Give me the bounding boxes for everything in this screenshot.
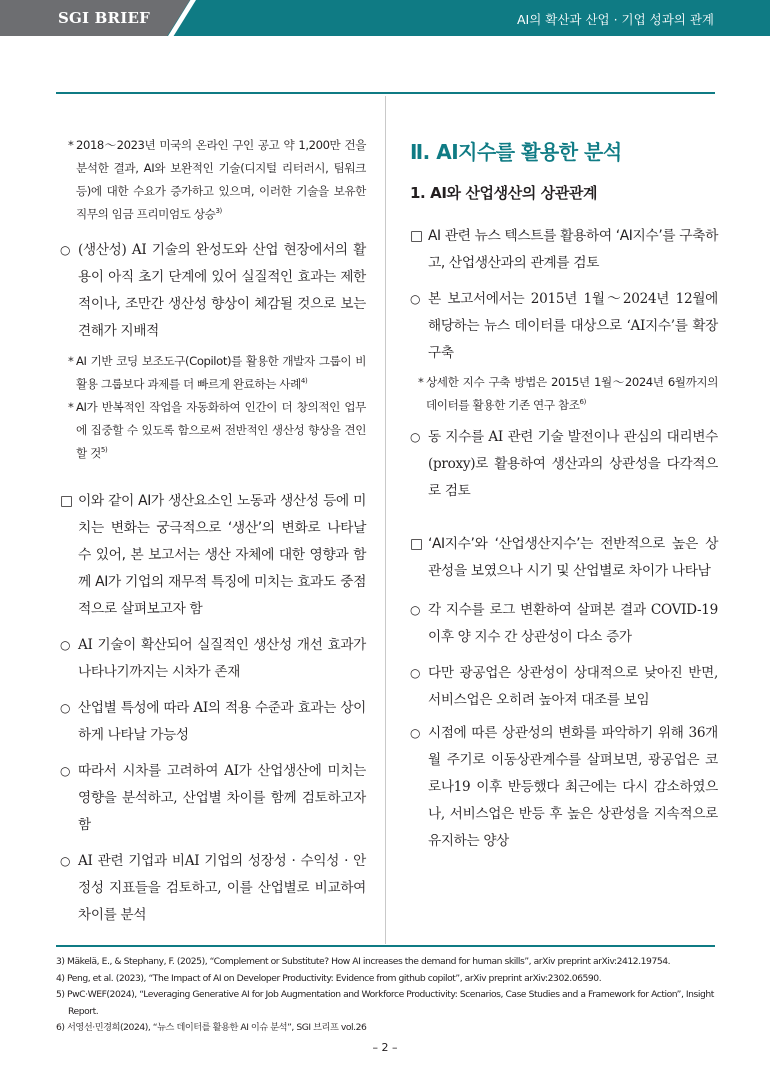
bullet-proxy-variable: ○ 동 지수를 AI 관련 기술 발전이나 관심의 대리변수(proxy)로 활용하여 생산과의 상관성을 다각적으로 검토 [410, 429, 718, 499]
footnote-6: 6) 서영선·민경희(2024), “뉴스 데이터를 활용한 AI 이슈 분석”, SGI 브리프 vol.26 [56, 1022, 367, 1033]
bullet-log-transform: ○ 각 지수를 로그 변환하여 살펴본 결과 COVID-19 이후 양 지수 간 상관성이 다소 증가 [410, 602, 718, 645]
top-rule [56, 92, 715, 94]
left-column [60, 134, 366, 929]
footnote-5: 5) PwC·WEF(2024), “Leveraging Generative AI for Job Augmentation and Workforce Productivity: Scenarios, Case Studies and a Framework for Action”, Insight Report. [56, 989, 714, 1017]
footnote-rule [56, 945, 715, 947]
footnote-3: 3) Mäkelä, E., & Stephany, F. (2025), “Complement or Substitute? How AI increases the demand for human skills”, arXiv preprint arXiv:2412.19754. [56, 956, 671, 967]
box-ai-index: □ AI 관련 뉴스 텍스트를 활용하여 ‘AI지수’를 구축하고, 산업생산과의 관계를 검토 [410, 228, 718, 271]
footnote-4: 4) Peng, et al. (2023), “The Impact of AI on Developer Productivity: Evidence from github copilot”, arXiv preprint arXiv:2302.06590. [56, 972, 602, 984]
subsection-title: 1. AI와 산업생산의 상관관계 [410, 184, 598, 202]
box-correlation: □ ‘AI지수’와 ‘산업생산지수’는 전반적으로 높은 상관성을 보였으나 시기 및 산업별로 차이가 나타남 [410, 536, 718, 579]
note-online-job-postings: * 2018～2023년 미국의 온라인 구인 공고 약 1,200만 건을 분석한 결과, AI와 보완적인 기술(디지털 리터러시, 팀워크 등)에 대한 수요가 증가하고 있으며, 이러한 기술을 보유한 직무의 임금 프리미엄도 상승$^{3)}$ [68, 138, 366, 221]
column-divider [385, 96, 386, 944]
brand-logo-text: SGI BRIEF [58, 9, 150, 27]
bullet-analysis-plan: ○ 따라서 시차를 고려하여 AI가 산업생산에 미치는 영향을 분석하고, 산업별 차이를 함께 검토하고자 함 [60, 763, 366, 833]
note-copilot: * AI 기반 코딩 보조도구(Copilot)를 활용한 개발자 그룹이 비활용 그룹보다 과제를 더 빠르게 완료하는 사례$^{4)}$ [68, 354, 366, 391]
bullet-rolling-correlation: ○ 시점에 따른 상관성의 변화를 파악하기 위해 36개월 주기로 이동상관계수를 살펴보면, 광공업은 코로나19 이후 반등했다 최근에는 다시 감소하였으나, 서비스업은 반등 후 높은 상관성을 지속적으로 유지하는 양상 [410, 725, 718, 849]
note-automation: * AI가 반복적인 작업을 자동화하여 인간이 더 창의적인 업무에 집중할 수 있도록 함으로써 전반적인 생산성 향상을 견인할 것$^{5)}$ [68, 400, 366, 460]
bullet-industry-differences: ○ 산업별 특성에 따라 AI의 적용 수준과 효과는 상이하게 나타날 가능성 [60, 700, 366, 743]
page-number: – 2 – [372, 1041, 398, 1054]
bullet-productivity: ○ (생산성) AI 기술의 완성도와 산업 현장에서의 활용이 아직 초기 단계에 있어 실질적인 효과는 제한적이나, 조만간 생산성 향상이 체감될 것으로 보는 견해가 지배적 [60, 242, 366, 339]
bullet-index-extension: ○ 본 보고서에서는 2015년 1월～2024년 12월에 해당하는 뉴스 데이터를 대상으로 ‘AI지수’를 확장 구축 [410, 291, 718, 361]
bullet-time-lag: ○ AI 기술이 확산되어 실질적인 생산성 개선 효과가 나타나기까지는 시차가 존재 [60, 637, 366, 680]
right-column [410, 137, 718, 855]
footnotes [56, 954, 718, 1037]
section-title: Ⅱ. AI지수를 활용한 분석 [410, 140, 622, 164]
running-header-title: AI의 확산과 산업 · 기업 성과의 관계 [516, 12, 714, 27]
note-index-method: * 상세한 지수 구축 방법은 2015년 1월～2024년 6월까지의 데이터를 활용한 기존 연구 참조$^{6)}$ [418, 375, 718, 412]
bullet-firm-comparison: ○ AI 관련 기업과 비AI 기업의 성장성 · 수익성 · 안정성 지표들을 검토하고, 이를 산업별로 비교하여 차이를 분석 [60, 853, 366, 923]
bullet-sector-contrast: ○ 다만 광공업은 상관성이 상대적으로 낮아진 반면, 서비스업은 오히려 높아져 대조를 보임 [410, 665, 718, 708]
box-production-change: □ 이와 같이 AI가 생산요소인 노동과 생산성 등에 미치는 변화는 궁극적으로 ‘생산’의 변화로 나타날 수 있어, 본 보고서는 생산 자체에 대한 영향과 함께 AI가 기업의 재무적 특징에 미치는 효과도 중점적으로 살펴보고자 함 [60, 493, 366, 617]
